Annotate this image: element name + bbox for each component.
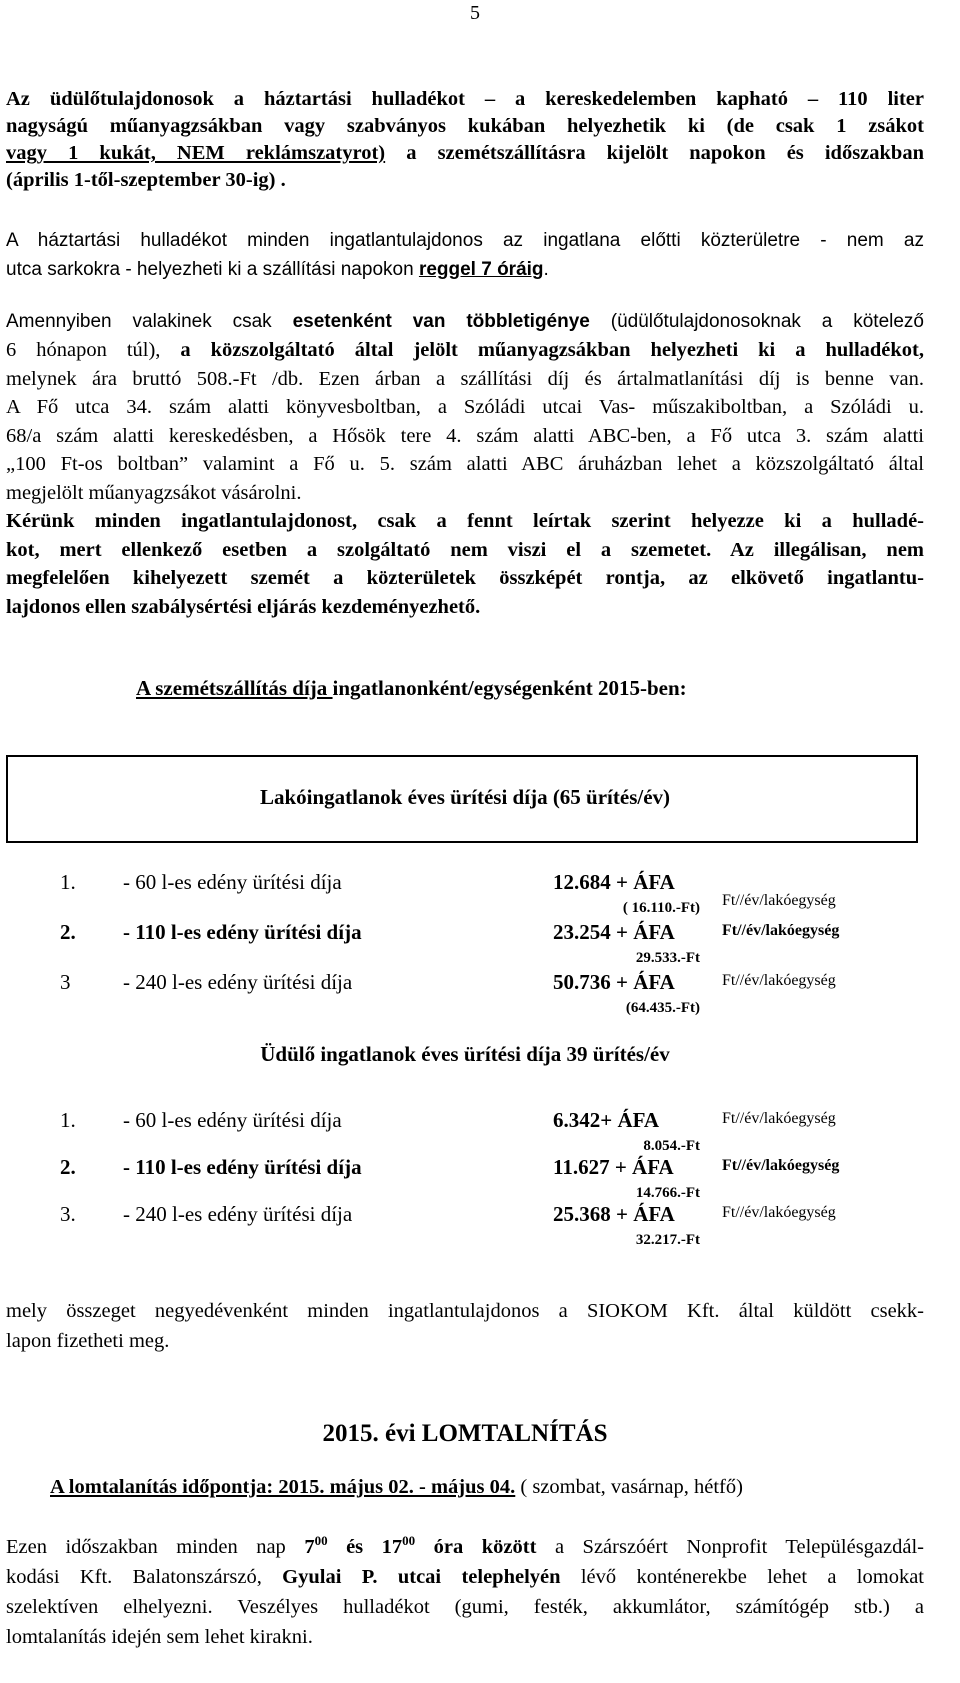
placement-text: utca sarkokra - helyezheti ki a szállítási napokon — [6, 259, 419, 280]
fee-row-number: 1. — [60, 1108, 76, 1132]
extra-text: Amennyiben valakinek csak — [6, 311, 293, 332]
fee-row-gross-price: ( 16.110.-Ft) — [622, 900, 700, 916]
lom-text: Ezen időszakban minden nap — [6, 1536, 305, 1558]
lom-line: szelektíven elhelyezni. Veszélyes hulladékot (gumi, festék, akkumlátor, számítógép stb.) a — [6, 1596, 924, 1618]
payment-line: lapon fizetheti meg. — [6, 1330, 170, 1352]
fee-heading-rest: ingatlanonként/egységenként 2015-ben: — [332, 676, 687, 700]
fee-row-unit: Ft//év/lakóegység — [722, 892, 836, 909]
lom-minute: 00 — [402, 1533, 416, 1548]
extra-bold: esetenként van többletigénye — [292, 311, 590, 332]
fee-row-unit: Ft//év/lakóegység — [722, 1157, 840, 1174]
fee-row-unit: Ft//év/lakóegység — [722, 1204, 836, 1221]
lom-text: lévő konténerekbe lehet a lomokat — [560, 1566, 924, 1588]
warning-line: megfelelően kihelyezett szemét a közterületek összképét rontja, az elkövető ingatlantu- — [6, 567, 924, 589]
fee-row-number: 3 — [60, 970, 71, 994]
extra-bags-paragraph — [6, 308, 924, 337]
lom-date: A lomtalanítás időpontja: 2015. május 02. - május 04. — [50, 1476, 516, 1498]
extra-text: 6 hónapon túl), — [6, 339, 181, 361]
fee-row-number: 1. — [60, 870, 76, 894]
lom-hour: és 17 — [327, 1536, 403, 1558]
extra-line — [6, 308, 924, 337]
lom-days: ( szombat, vasárnap, hétfő) — [515, 1476, 743, 1498]
lom-title: 2015. évi LOMTALNÍTÁS — [322, 1420, 608, 1447]
placement-paragraph — [6, 226, 924, 284]
fee-row-gross-price: 32.217.-Ft — [635, 1232, 700, 1248]
lom-minute: 00 — [314, 1533, 328, 1548]
lom-paragraph — [6, 1532, 924, 1652]
extra-bags-paragraph-serif — [6, 336, 924, 621]
lom-hours — [304, 1533, 537, 1558]
fee-row-gross-price: 14.766.-Ft — [635, 1185, 700, 1201]
intro-line: Az üdülőtulajdonosok a háztartási hulladékot – a kereskedelemben kapható – 110 liter — [6, 88, 924, 110]
fee-row-label: - 60 l-es edény ürítési díja — [123, 1108, 342, 1132]
fee-row-net-price: 23.254 + ÁFA — [553, 920, 675, 944]
intro-text: a szemétszállításra kijelölt napokon és időszakban — [385, 142, 924, 164]
fee-row-number: 2. — [60, 920, 76, 944]
placement-line — [6, 255, 924, 284]
fee-row-gross-price: 29.533.-Ft — [635, 950, 700, 966]
extra-bold: a közszolgáltató által jelölt műanyagzsákban helyezheti ki a hulladékot, — [180, 339, 924, 361]
fee-row-gross-price: (64.435.-Ft) — [625, 1000, 700, 1016]
fee-row-net-price: 12.684 + ÁFA — [553, 870, 675, 894]
extra-line: melynek ára bruttó 508.-Ft /db. Ezen árban a szállítási díj és ártalmatlanítási díj is benne van. — [6, 367, 924, 390]
lom-hour: 7 — [304, 1536, 315, 1558]
fee-row-number: 2. — [60, 1155, 76, 1179]
lom-street: Gyulai P. — [282, 1566, 378, 1588]
lom-line: lomtalanítás idején sem lehet kirakni. — [6, 1626, 313, 1648]
placement-period: . — [543, 259, 549, 280]
lom-hours-text: óra között — [415, 1536, 537, 1558]
fee-row-unit: Ft//év/lakóegység — [722, 922, 840, 939]
extra-line: A Fő utca 34. szám alatti könyvesboltban, a Szóládi utcai Vas- műszakiboltban, a Szóládi u. — [6, 396, 924, 418]
fee-row-label: - 240 l-es edény ürítési díja — [123, 1202, 353, 1226]
warning-text: Az illegálisan, nem — [711, 538, 924, 561]
fee-row-label: - 110 l-es edény ürítési díja — [123, 920, 362, 944]
holiday-title: Üdülő ingatlanok éves ürítési díja 39 ürítés/év — [260, 1042, 670, 1066]
payment-paragraph — [6, 1296, 924, 1356]
intro-paragraph — [6, 86, 924, 194]
extra-text: (üdülőtulajdonosoknak a kötelező — [589, 311, 924, 332]
placement-deadline: reggel 7 óráig — [418, 259, 544, 280]
warning-text: kot, mert ellenkező esetben a szolgáltató nem viszi el a szemetet. — [6, 538, 712, 561]
fee-row-number: 3. — [60, 1202, 76, 1226]
extra-line: megjelölt műanyagzsákot vásárolni. — [6, 481, 302, 504]
payment-line: mely összeget negyedévenként minden ingatlantulajdonos a SIOKOM Kft. által küldött csekk- — [6, 1300, 924, 1322]
intro-line: (április 1-től-szeptember 30-ig) . — [6, 169, 286, 191]
lom-text: kodási Kft. Balatonszárszó, — [6, 1566, 283, 1588]
extra-line: 68/a szám alatti kereskedésben, a Hősök tere 4. szám alatti ABC-ben, a Fő utca 3. szám alatti — [6, 424, 924, 447]
lom-text: a Szárszóért Nonprofit Településgazdál- — [536, 1536, 924, 1558]
page-number: 5 — [470, 2, 480, 24]
warning-line: lajdonos ellen szabálysértési eljárás kezdeményezhető. — [6, 595, 481, 618]
lom-text — [378, 1566, 398, 1588]
fee-heading — [136, 676, 687, 701]
residential-title: Lakóingatlanok éves ürítési díja (65 ürítés/év) — [259, 785, 671, 809]
lom-site: utcai telephelyén — [397, 1566, 561, 1588]
lom-line — [6, 1532, 924, 1562]
fee-row-gross-price: 8.054.-Ft — [643, 1138, 700, 1154]
intro-line — [6, 140, 924, 167]
lom-line — [6, 1562, 924, 1592]
placement-line: A háztartási hulladékot minden ingatlantulajdonos az ingatlana előtti közterületre - nem az — [6, 230, 924, 251]
fee-row-net-price: 11.627 + ÁFA — [553, 1155, 674, 1179]
warning-line: Kérünk minden ingatlantulajdonost, csak a fennt leírtak szerint helyezze ki a hulladé- — [6, 510, 924, 532]
fee-row-unit: Ft//év/lakóegység — [722, 1110, 836, 1127]
fee-row-net-price: 25.368 + ÁFA — [553, 1202, 675, 1226]
fee-row-unit: Ft//év/lakóegység — [722, 972, 836, 989]
fee-row-net-price: 50.736 + ÁFA — [553, 970, 675, 994]
fee-row-label: - 240 l-es edény ürítési díja — [123, 970, 353, 994]
extra-line: „100 Ft-os boltban” valamint a Fő u. 5. szám alatti ABC áruházban lehet a közszolgáltató által — [6, 453, 924, 475]
fee-row-label: - 110 l-es edény ürítési díja — [123, 1155, 362, 1179]
fee-row-net-price: 6.342+ ÁFA — [553, 1108, 660, 1132]
intro-line: nagyságú műanyagzsákban vagy szabványos kukában helyezhetik ki (de csak 1 zsákot — [6, 115, 924, 137]
extra-line — [6, 336, 924, 365]
fee-heading-underlined: A szemétszállítás díja — [136, 676, 333, 700]
warning-line — [6, 536, 924, 565]
fee-row-label: - 60 l-es edény ürítési díja — [123, 870, 342, 894]
lom-date-line — [50, 1476, 743, 1499]
intro-underlined: vagy 1 kukát, NEM reklámszatyrot) — [6, 142, 386, 164]
